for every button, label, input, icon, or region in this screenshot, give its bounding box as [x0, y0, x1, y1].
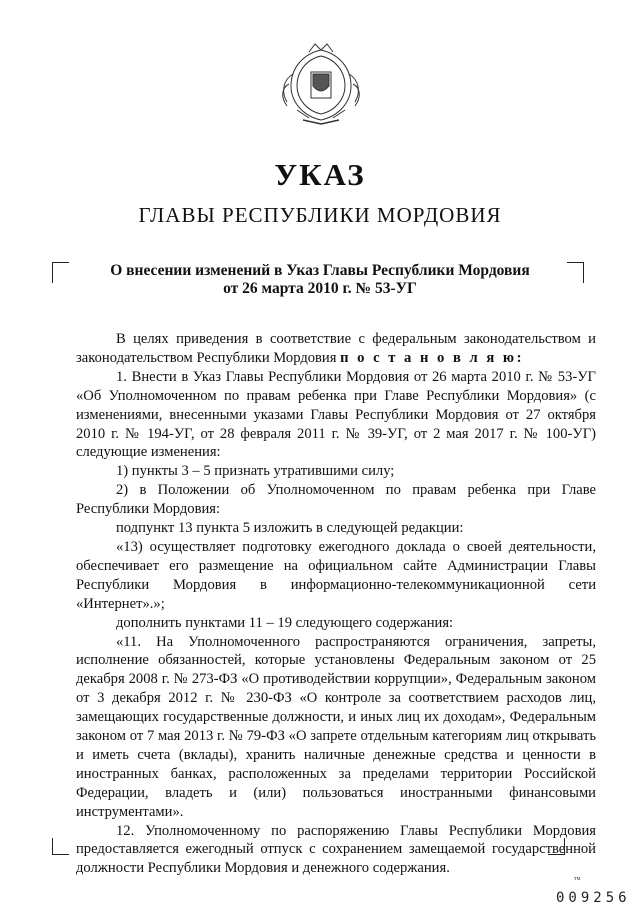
paragraph-point-12: 12. Уполномоченному по распоряжению Главы Республики Мордовия предоставляется ежегодный отпуск с сохранением замещаемой государственной должности Республики Мордовия и денежного содержания. [76, 822, 596, 877]
preamble-text: В целях приведения в соответствие с федеральным законодательством и законодательством Республики Мордовия [76, 331, 596, 366]
small-mark: тм [574, 876, 581, 882]
paragraph-supplement: дополнить пунктами 11 – 19 следующего содержания: [116, 614, 454, 631]
heading-line-1: О внесении изменений в Указ Главы Республики Мордовия [110, 262, 530, 279]
document-subtitle: ГЛАВЫ РЕСПУБЛИКИ МОРДОВИЯ [138, 203, 502, 227]
document-title: УКАЗ [274, 157, 366, 192]
paragraph-preamble [76, 330, 596, 368]
heading-line-2: от 26 марта 2010 г. № 53-УГ [223, 280, 417, 297]
coat-of-arms-icon [273, 40, 369, 126]
serial-number: 009256 [556, 890, 631, 906]
decree-word: п о с т а н о в л я ю: [340, 349, 524, 366]
paragraph-subpoint-13: подпункт 13 пункта 5 изложить в следующей редакции: [116, 520, 464, 537]
corner-bracket-bottom-left [52, 838, 69, 855]
paragraph-quote-13: «13) осуществляет подготовку ежегодного доклада о своей деятельности, обеспечивает его размещение на официальном сайте Администрации Главы Республики Мордовия в информационно-телекоммуникационной сети «Интернет».»; [76, 538, 596, 612]
corner-bracket-bottom-right [548, 838, 565, 855]
document-body [76, 330, 596, 878]
paragraph-item-1: 1. Внести в Указ Главы Республики Мордовия от 26 марта 2010 г. № 53-УГ «Об Уполномоченном по правам ребенка при Главе Республики Мордовия» (с изменениями, внесенными указами Главы Республики Мордовия от 27 октября 2010 г. № 194-УГ, от 28 февраля 2011 г. № 39-УГ, от 2 мая 2017 г. № 100-УГ) следующие изменения: [76, 368, 596, 461]
document-heading [0, 262, 640, 298]
paragraph-point-11: «11. На Уполномоченного распространяются ограничения, запреты, исполнение обязанностей, которые установлены Федеральным законом от 25 декабря 2008 г. № 273-ФЗ «О противодействии коррупции», Федеральным законом от 3 декабря 2012 г. № 230-ФЗ «О контроле за соответствием расходов лиц, замещающих государственные должности, и иных лиц их доходам», Федеральным законом от 7 мая 2013 г. № 79-ФЗ «О запрете отдельным категориям лиц открывать и иметь счета (вклады), хранить наличные денежные средства и ценности в иностранных банках, расположенных за пределами территории Российской Федерации, владеть и (или) пользоваться иностранными финансовыми инструментами». [76, 633, 596, 820]
paragraph-subitem-1: 1) пункты 3 – 5 признать утратившими силу; [116, 463, 395, 480]
paragraph-subitem-2: 2) в Положении об Уполномоченном по правам ребенка при Главе Республики Мордовия: [76, 482, 596, 518]
